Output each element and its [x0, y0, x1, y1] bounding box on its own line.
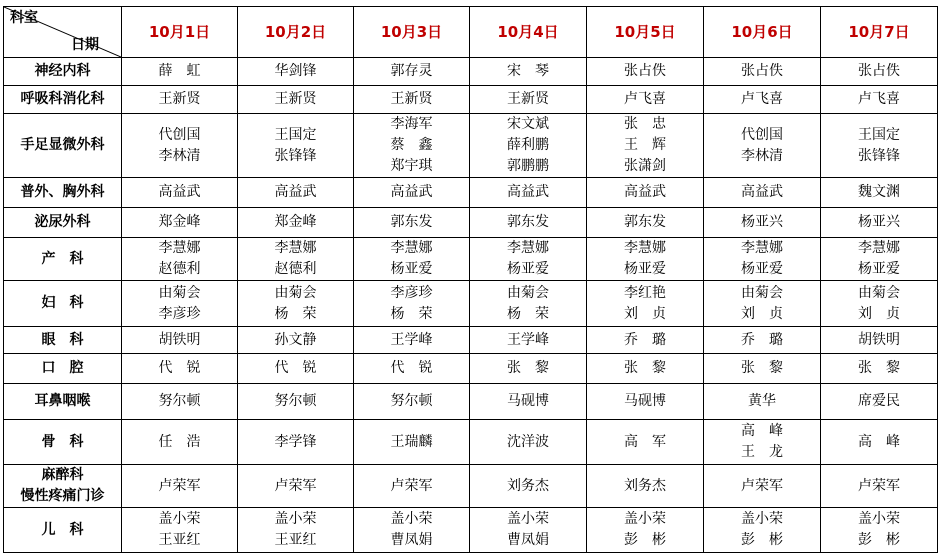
doctor-name: 盖小荣 [158, 511, 201, 527]
doctor-name: 李红艳 [624, 284, 666, 301]
doctor-name: 刘务杰 [624, 477, 666, 494]
duty-cell [122, 354, 238, 384]
doctor-name: 盖小荣 [507, 511, 549, 527]
department-name: 神经内科 [34, 63, 91, 79]
doctor-name: 高益武 [390, 184, 433, 200]
duty-cell [354, 114, 470, 178]
duty-cell [587, 86, 704, 114]
doctor-name: 王 龙 [741, 444, 783, 460]
schedule-row [4, 114, 938, 178]
doctor-name: 王新贤 [507, 91, 549, 107]
doctor-name: 赵德利 [158, 261, 201, 277]
doctor-name: 李林清 [158, 147, 201, 164]
duty-cell [821, 420, 938, 465]
doctor-name: 李彦珍 [390, 284, 433, 301]
duty-cell [587, 327, 704, 354]
duty-cell [122, 208, 238, 238]
doctor-name: 刘 贞 [741, 305, 783, 322]
duty-cell [238, 465, 354, 508]
doctor-name: 王新贤 [158, 91, 201, 107]
doctor-name: 黄华 [748, 393, 776, 409]
duty-cell [470, 58, 587, 86]
doctor-name: 张锋锋 [858, 147, 900, 164]
doctor-name: 李慧娜 [390, 240, 433, 256]
doctor-name: 杨亚爱 [507, 261, 549, 277]
duty-cell [122, 114, 238, 178]
doctor-name: 杨亚爱 [390, 261, 433, 277]
doctor-name: 努尔顿 [158, 393, 201, 409]
doctor-name: 沈洋波 [507, 433, 549, 450]
duty-cell [470, 178, 587, 208]
duty-cell [122, 420, 238, 465]
doctor-name: 由菊会 [274, 284, 317, 301]
schedule-row [4, 465, 938, 508]
department-name: 普外、胸外科 [20, 184, 105, 200]
department-name: 口 腔 [41, 360, 84, 376]
doctor-name: 由菊会 [858, 284, 900, 301]
department-cell [4, 178, 122, 208]
doctor-name: 代创国 [741, 126, 783, 143]
doctor-name: 马砚博 [624, 393, 666, 409]
doctor-name: 卢荣军 [158, 477, 201, 494]
duty-cell [470, 508, 587, 553]
doctor-name: 马砚博 [507, 393, 549, 409]
duty-cell [704, 327, 821, 354]
doctor-name: 杨 荣 [507, 305, 549, 322]
duty-cell [704, 208, 821, 238]
doctor-name: 薛 虹 [158, 63, 201, 79]
duty-cell [704, 86, 821, 114]
duty-cell [587, 281, 704, 327]
doctor-name: 张锋锋 [274, 147, 317, 164]
duty-cell [354, 86, 470, 114]
duty-cell [470, 327, 587, 354]
doctor-name: 高 军 [624, 433, 666, 450]
date-header: 10月7日 [821, 7, 938, 58]
doctor-name: 由菊会 [507, 284, 549, 301]
doctor-name: 王瑞麟 [390, 433, 433, 450]
doctor-name: 由菊会 [158, 284, 201, 301]
doctor-name: 高 峰 [741, 423, 783, 439]
doctor-name: 高益武 [741, 184, 783, 200]
duty-cell [821, 178, 938, 208]
doctor-name: 席爱民 [858, 393, 900, 409]
doctor-name: 杨 荣 [390, 305, 433, 322]
duty-cell [238, 354, 354, 384]
date-header: 10月1日 [122, 7, 238, 58]
doctor-name: 王亚红 [158, 532, 201, 548]
corner-dept-label: 科室 [10, 10, 38, 26]
duty-cell [470, 114, 587, 178]
doctor-name: 李海军 [390, 116, 433, 132]
doctor-name: 胡铁明 [858, 331, 900, 348]
doctor-name: 高 峰 [858, 433, 900, 450]
duty-cell [354, 354, 470, 384]
schedule-row [4, 420, 938, 465]
duty-cell [821, 384, 938, 420]
doctor-name: 代 锐 [274, 360, 317, 376]
doctor-name: 魏文渊 [858, 184, 900, 200]
duty-cell [587, 178, 704, 208]
doctor-name: 李学锋 [274, 433, 317, 450]
duty-cell [470, 465, 587, 508]
doctor-name: 李慧娜 [741, 240, 783, 256]
doctor-name: 张 忠 [624, 116, 666, 132]
duty-cell [704, 178, 821, 208]
duty-cell [704, 58, 821, 86]
doctor-name: 高益武 [274, 184, 317, 200]
duty-cell [821, 327, 938, 354]
doctor-name: 张 黎 [507, 360, 549, 376]
schedule-row [4, 58, 938, 86]
duty-cell [704, 238, 821, 281]
duty-cell [354, 508, 470, 553]
duty-cell [354, 420, 470, 465]
duty-schedule-table [3, 6, 938, 553]
doctor-name: 代创国 [158, 126, 201, 143]
duty-cell [470, 420, 587, 465]
doctor-name: 杨 荣 [274, 305, 317, 322]
doctor-name: 高益武 [158, 184, 201, 200]
doctor-name: 卢荣军 [274, 477, 317, 494]
doctor-name: 努尔顿 [274, 393, 317, 409]
department-cell [4, 465, 122, 508]
duty-cell [821, 58, 938, 86]
doctor-name: 宋文斌 [507, 116, 549, 132]
doctor-name: 王 辉 [624, 137, 666, 153]
doctor-name: 郑宇琪 [390, 158, 433, 174]
doctor-name: 卢荣军 [858, 477, 900, 494]
doctor-name: 由菊会 [741, 284, 783, 301]
doctor-name: 李林清 [741, 147, 783, 164]
duty-cell [354, 281, 470, 327]
duty-cell [821, 114, 938, 178]
duty-cell [122, 58, 238, 86]
duty-cell [122, 238, 238, 281]
doctor-name: 王学峰 [507, 331, 549, 348]
schedule-row [4, 384, 938, 420]
doctor-name: 卢飞喜 [624, 91, 666, 107]
schedule-row [4, 281, 938, 327]
date-header: 10月4日 [470, 7, 587, 58]
doctor-name: 盖小荣 [858, 511, 900, 527]
corner-date-label: 日期 [71, 37, 99, 53]
duty-cell [354, 208, 470, 238]
doctor-name: 张占佚 [858, 63, 900, 79]
duty-cell [704, 465, 821, 508]
doctor-name: 李彦珍 [158, 305, 201, 322]
duty-cell [238, 508, 354, 553]
doctor-name: 盖小荣 [390, 511, 433, 527]
doctor-name: 王新贤 [274, 91, 317, 107]
department-cell [4, 114, 122, 178]
doctor-name: 卢飞喜 [741, 91, 783, 107]
schedule-row [4, 178, 938, 208]
duty-cell [704, 354, 821, 384]
doctor-name: 刘 贞 [624, 305, 666, 322]
duty-cell [587, 465, 704, 508]
schedule-row [4, 208, 938, 238]
duty-cell [821, 354, 938, 384]
doctor-name: 郑金峰 [158, 214, 201, 230]
doctor-name: 杨亚爱 [858, 261, 900, 277]
duty-cell [470, 281, 587, 327]
schedule-row [4, 238, 938, 281]
doctor-name: 代 锐 [158, 360, 201, 376]
doctor-name: 乔 璐 [624, 331, 666, 348]
doctor-name: 乔 璐 [741, 331, 783, 348]
department-name: 麻醉科 [41, 467, 84, 483]
doctor-name: 张潇剑 [624, 158, 666, 174]
doctor-name: 杨亚爱 [624, 261, 666, 277]
duty-cell [587, 238, 704, 281]
duty-cell [470, 354, 587, 384]
duty-cell [470, 86, 587, 114]
header-row [4, 7, 938, 58]
duty-cell [821, 465, 938, 508]
date-header: 10月3日 [354, 7, 470, 58]
department-name: 耳鼻咽喉 [34, 393, 91, 409]
department-cell [4, 420, 122, 465]
duty-cell [238, 384, 354, 420]
doctor-name: 宋 琴 [507, 63, 549, 79]
doctor-name: 王学峰 [390, 331, 433, 348]
duty-cell [122, 327, 238, 354]
duty-cell [821, 281, 938, 327]
duty-cell [704, 508, 821, 553]
doctor-name: 郭东发 [390, 214, 433, 230]
duty-cell [821, 238, 938, 281]
schedule-body [4, 58, 938, 553]
doctor-name: 努尔顿 [390, 393, 433, 409]
department-cell [4, 238, 122, 281]
doctor-name: 郭东发 [624, 214, 666, 230]
doctor-name: 胡铁明 [158, 331, 201, 348]
duty-cell [238, 86, 354, 114]
duty-cell [238, 58, 354, 86]
duty-cell [821, 508, 938, 553]
duty-cell [587, 354, 704, 384]
doctor-name: 赵德利 [274, 261, 317, 277]
department-name: 呼吸科消化科 [20, 91, 105, 107]
duty-cell [587, 58, 704, 86]
doctor-name: 郭东发 [507, 214, 549, 230]
doctor-name: 李慧娜 [274, 240, 317, 256]
doctor-name: 卢荣军 [741, 477, 783, 494]
doctor-name: 薛利鹏 [507, 137, 549, 153]
duty-cell [354, 327, 470, 354]
department-cell [4, 508, 122, 553]
date-header: 10月6日 [704, 7, 821, 58]
schedule-row [4, 86, 938, 114]
doctor-name: 蔡 鑫 [390, 137, 433, 153]
duty-cell [821, 208, 938, 238]
doctor-name: 高益武 [624, 184, 666, 200]
duty-cell [238, 238, 354, 281]
doctor-name: 代 锐 [390, 360, 433, 376]
schedule-row [4, 327, 938, 354]
corner-header-cell [4, 7, 122, 58]
duty-cell [238, 178, 354, 208]
doctor-name: 张 黎 [624, 360, 666, 376]
doctor-name: 郭鹏鹏 [507, 158, 549, 174]
doctor-name: 张占佚 [741, 63, 783, 79]
duty-cell [587, 114, 704, 178]
doctor-name: 李慧娜 [624, 240, 666, 256]
department-cell [4, 354, 122, 384]
duty-cell [704, 420, 821, 465]
duty-cell [354, 58, 470, 86]
department-cell [4, 86, 122, 114]
doctor-name: 王亚红 [274, 532, 317, 548]
duty-cell [704, 384, 821, 420]
department-cell [4, 327, 122, 354]
doctor-name: 杨亚兴 [858, 214, 900, 230]
duty-cell [238, 208, 354, 238]
department-name: 妇 科 [41, 295, 84, 311]
duty-cell [122, 281, 238, 327]
schedule-row [4, 354, 938, 384]
doctor-name: 李慧娜 [507, 240, 549, 256]
doctor-name: 郭存灵 [390, 63, 433, 79]
doctor-name: 张 黎 [858, 360, 900, 376]
doctor-name: 盖小荣 [624, 511, 666, 527]
duty-cell [238, 114, 354, 178]
duty-cell [704, 114, 821, 178]
duty-cell [354, 384, 470, 420]
doctor-name: 华剑锋 [274, 63, 317, 79]
duty-cell [122, 465, 238, 508]
schedule-row [4, 508, 938, 553]
department-name: 泌尿外科 [34, 214, 91, 230]
doctor-name: 刘 贞 [858, 305, 900, 322]
duty-cell [122, 178, 238, 208]
department-name: 手足显微外科 [20, 137, 105, 153]
doctor-name: 曹凤娟 [507, 532, 549, 548]
duty-cell [470, 238, 587, 281]
doctor-name: 高益武 [507, 184, 549, 200]
department-cell [4, 58, 122, 86]
department-name: 眼 科 [41, 331, 84, 348]
duty-cell [587, 508, 704, 553]
department-name: 骨 科 [41, 433, 84, 450]
doctor-name: 杨亚爱 [741, 261, 783, 277]
doctor-name: 卢飞喜 [858, 91, 900, 107]
doctor-name: 刘务杰 [507, 477, 549, 494]
doctor-name: 彭 彬 [741, 532, 783, 548]
doctor-name: 卢荣军 [390, 477, 433, 494]
doctor-name: 张 黎 [741, 360, 783, 376]
department-cell [4, 208, 122, 238]
doctor-name: 盖小荣 [741, 511, 783, 527]
date-header: 10月2日 [238, 7, 354, 58]
department-name: 慢性疼痛门诊 [20, 488, 105, 504]
duty-cell [821, 86, 938, 114]
doctor-name: 任 浩 [158, 433, 201, 450]
duty-cell [587, 208, 704, 238]
date-header: 10月5日 [587, 7, 704, 58]
duty-cell [354, 178, 470, 208]
doctor-name: 郑金峰 [274, 214, 317, 230]
duty-cell [470, 384, 587, 420]
doctor-name: 彭 彬 [624, 532, 666, 548]
department-name: 产 科 [41, 250, 84, 267]
doctor-name: 李慧娜 [858, 240, 900, 256]
doctor-name: 李慧娜 [158, 240, 201, 256]
duty-cell [122, 508, 238, 553]
department-name: 儿 科 [41, 521, 84, 538]
duty-cell [238, 327, 354, 354]
doctor-name: 王国定 [274, 126, 317, 143]
doctor-name: 孙文静 [274, 331, 317, 348]
doctor-name: 彭 彬 [858, 532, 900, 548]
doctor-name: 杨亚兴 [741, 214, 783, 230]
doctor-name: 王新贤 [390, 91, 433, 107]
doctor-name: 张占佚 [624, 63, 666, 79]
duty-cell [587, 420, 704, 465]
duty-cell [704, 281, 821, 327]
duty-cell [122, 384, 238, 420]
duty-cell [587, 384, 704, 420]
duty-cell [354, 465, 470, 508]
duty-cell [122, 86, 238, 114]
doctor-name: 曹凤娟 [390, 532, 433, 548]
duty-cell [470, 208, 587, 238]
duty-cell [238, 420, 354, 465]
doctor-name: 盖小荣 [274, 511, 317, 527]
duty-cell [238, 281, 354, 327]
department-cell [4, 384, 122, 420]
department-cell [4, 281, 122, 327]
duty-cell [354, 238, 470, 281]
doctor-name: 王国定 [858, 126, 900, 143]
